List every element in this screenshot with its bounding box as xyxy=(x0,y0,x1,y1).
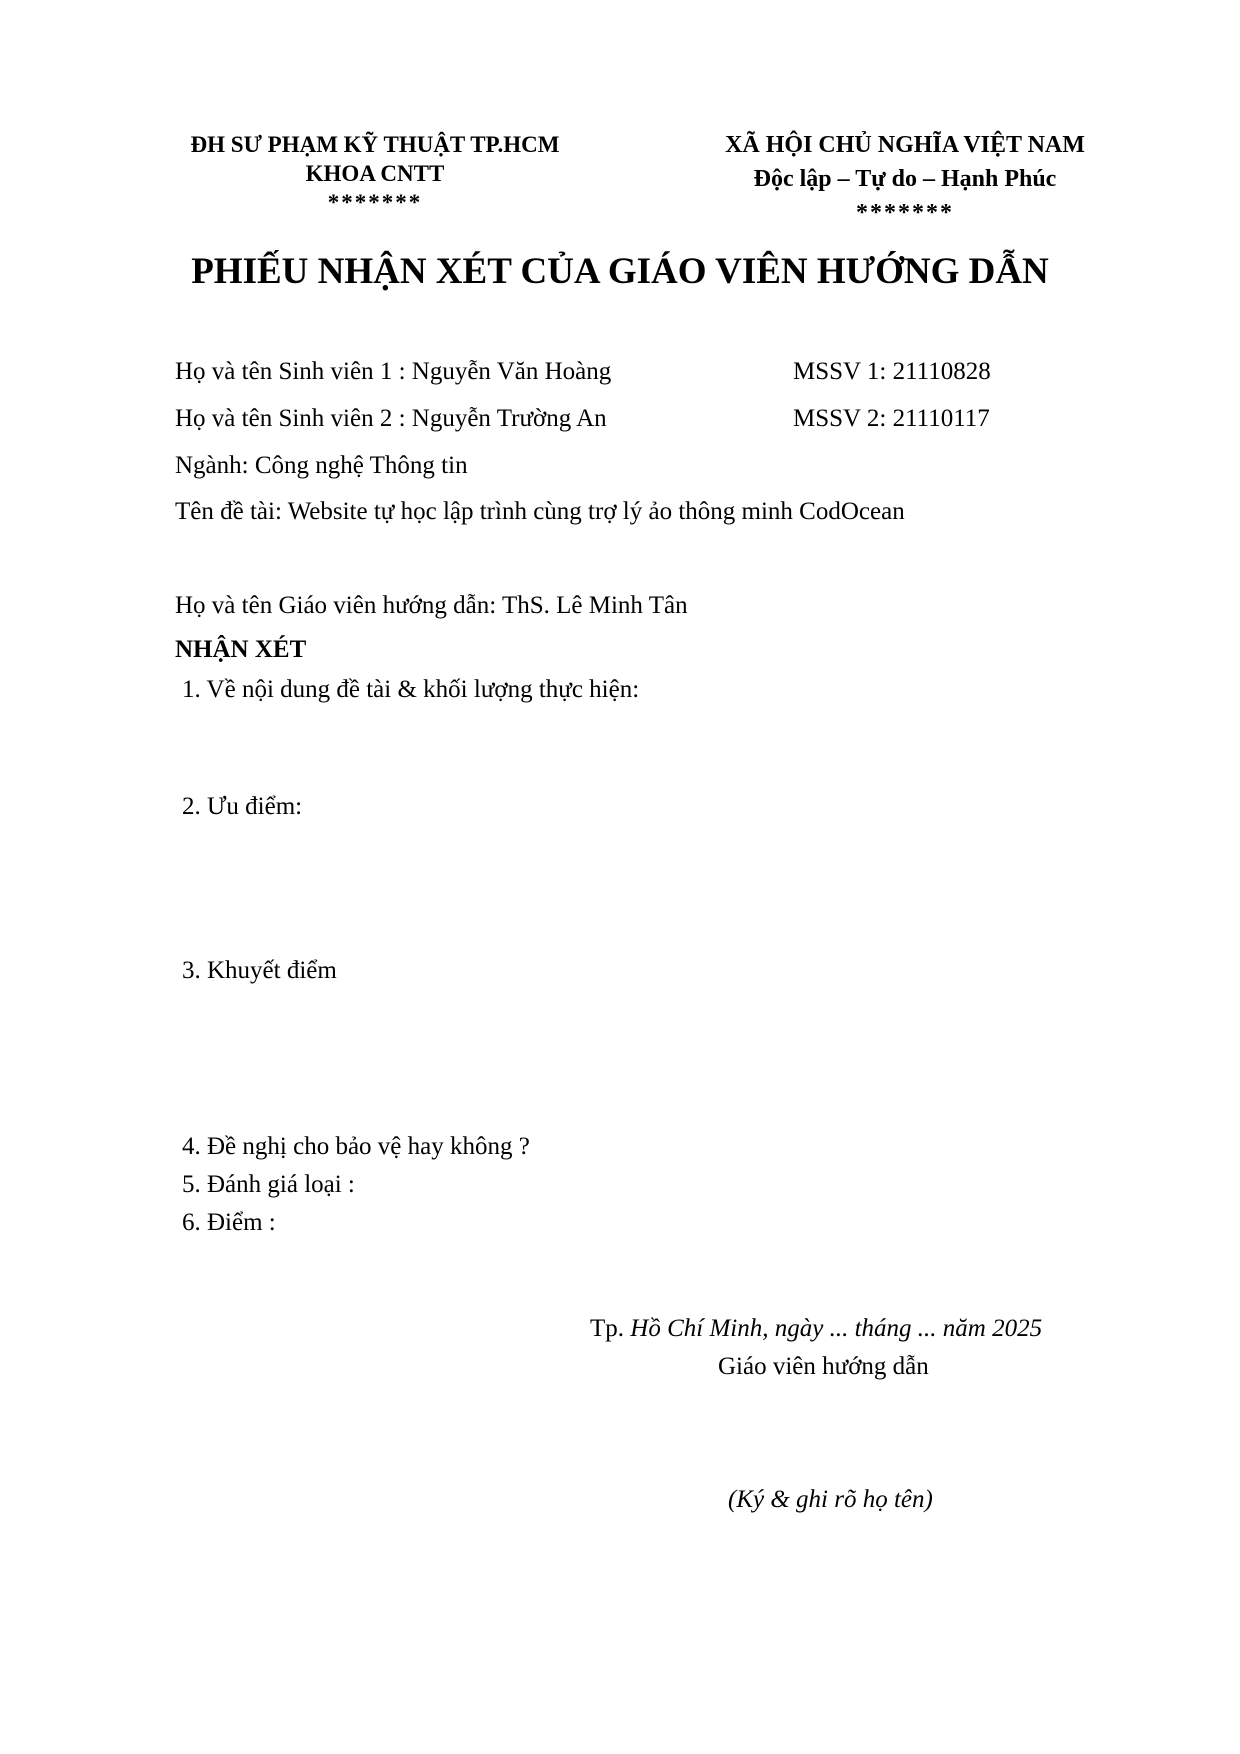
signature-date xyxy=(590,1313,1042,1345)
right-stars-divider: ******* xyxy=(856,200,954,226)
comment-item-weaknesses: 3. Khuyết điểm xyxy=(182,957,337,984)
major-line: Ngành: Công nghệ Thông tin xyxy=(175,452,468,479)
university-name: ĐH SƯ PHẠM KỸ THUẬT TP.HCM xyxy=(190,132,560,157)
student2-id: MSSV 2: 21110117 xyxy=(793,405,990,432)
advisor-line: Họ và tên Giáo viên hướng dẫn: ThS. Lê Minh Tân xyxy=(175,592,688,619)
signature-note: (Ký & ghi rõ họ tên) xyxy=(728,1486,933,1513)
topic-line: Tên đề tài: Website tự học lập trình cùng trợ lý ảo thông minh CodOcean xyxy=(175,498,905,525)
country-name: XÃ HỘI CHỦ NGHĨA VIỆT NAM xyxy=(725,132,1085,158)
comment-item-defense: 4. Đề nghị cho bảo vệ hay không ? xyxy=(182,1133,530,1160)
student1-id: MSSV 1: 21110828 xyxy=(793,358,991,385)
comment-item-content: 1. Về nội dung đề tài & khối lượng thực hiện: xyxy=(182,676,640,703)
comment-item-strengths: 2. Ưu điểm: xyxy=(182,793,303,820)
faculty-name: KHOA CNTT xyxy=(305,161,445,186)
left-stars-divider: ******* xyxy=(327,190,423,215)
signature-role: Giáo viên hướng dẫn xyxy=(718,1353,929,1380)
student2-name: Họ và tên Sinh viên 2 : Nguyễn Trường An xyxy=(175,405,607,432)
signature-date-prefix: Tp. xyxy=(590,1315,631,1342)
institution-header xyxy=(165,130,585,217)
national-header xyxy=(680,128,1130,230)
document-title: PHIẾU NHẬN XÉT CỦA GIÁO VIÊN HƯỚNG DẪN xyxy=(191,251,1049,292)
signature-date-text: Hồ Chí Minh, ngày ... tháng ... năm 2025 xyxy=(630,1315,1043,1342)
national-motto: Độc lập – Tự do – Hạnh Phúc xyxy=(753,166,1057,192)
comment-item-rating: 5. Đánh giá loại : xyxy=(182,1171,355,1198)
comments-heading: NHẬN XÉT xyxy=(175,636,307,663)
comment-item-score: 6. Điểm : xyxy=(182,1209,276,1236)
student1-name: Họ và tên Sinh viên 1 : Nguyễn Văn Hoàng xyxy=(175,358,612,385)
